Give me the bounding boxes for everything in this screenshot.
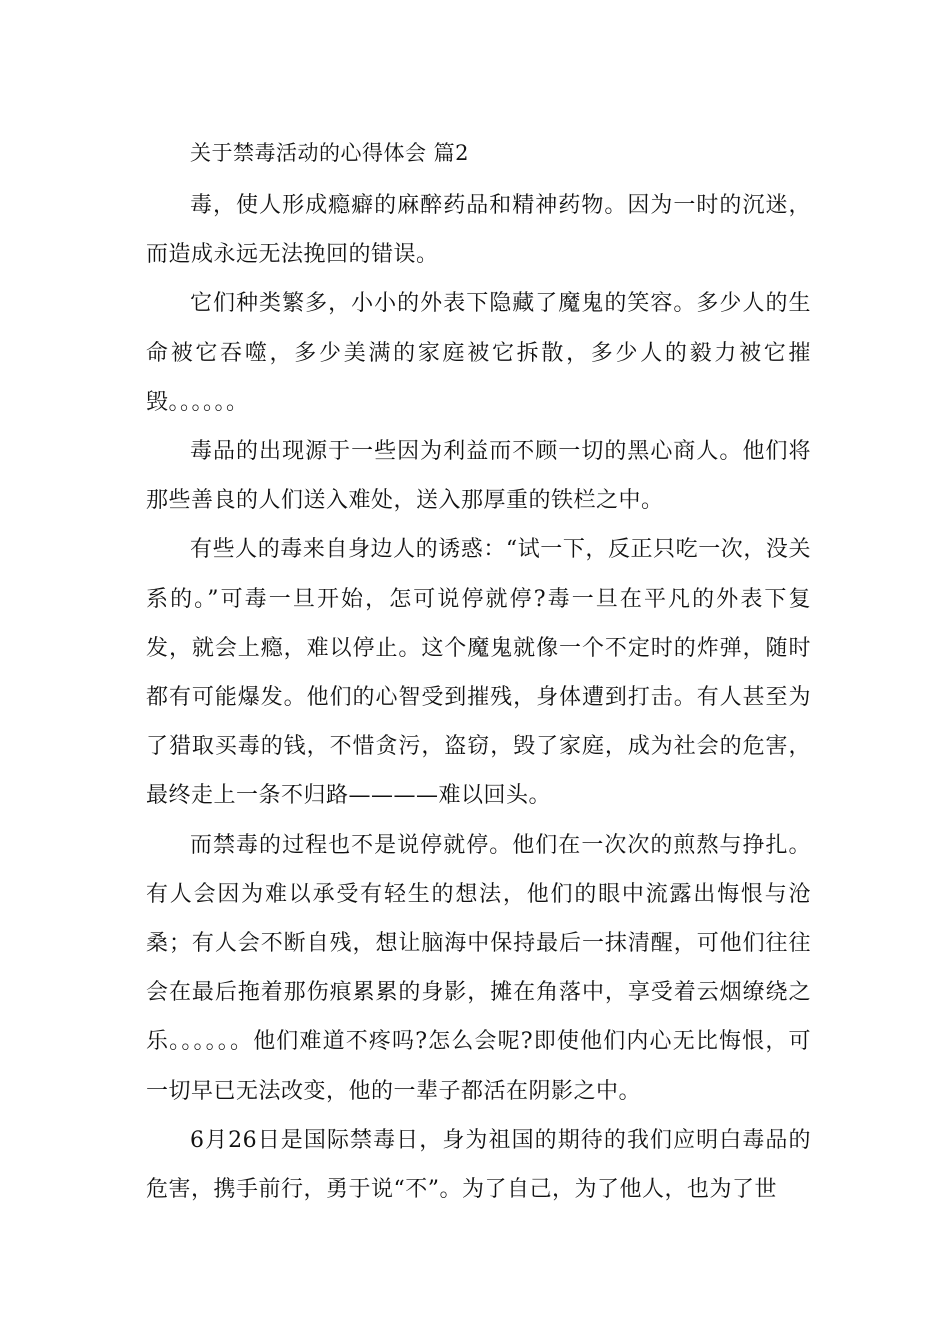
- paragraph-3: 毒品的出现源于一些因为利益而不顾一切的黑心商人。他们将那些善良的人们送入难处，送入那厚重的铁栏之中。: [146, 439, 811, 514]
- paragraph-4: 有些人的毒来自身边人的诱惑：“试一下，反正只吃一次，没关系的。”可毒一旦开始，怎可说停就停?毒一旦在平凡的外表下复发，就会上瘾，难以停止。这个魔鬼就像一个不定时的炸弹，随时都有可能爆发。他们的心智受到摧残，身体遭到打击。有人甚至为了猎取买毒的钱，不惜贪污，盗窃，毁了家庭，成为社会的危害，最终走上一条不归路————难以回头。: [146, 537, 811, 809]
- paragraph-6: 6月26日是国际禁毒日，身为祖国的期待的我们应明白毒品的危害，携手前行，勇于说“不”。为了自己，为了他人，也为了世: [146, 1127, 811, 1203]
- paragraph-5: 而禁毒的过程也不是说停就停。他们在一次次的煎熬与挣扎。有人会因为难以承受有轻生的想法，他们的眼中流露出悔恨与沧桑；有人会不断自残，想让脑海中保持最后一抹清醒，可他们往往会在最后拖着那伤痕累累的身影，摊在角落中，享受着云烟缭绕之乐。。。。。。他们难道不疼吗?怎么会呢?即使他们内心无比悔恨，可一切早已无法改变，他的一辈子都活在阴影之中。: [146, 832, 811, 1104]
- paragraph-1: 毒，使人形成瘾癖的麻醉药品和精神药物。因为一时的沉迷，而造成永远无法挽回的错误。: [146, 193, 811, 268]
- document-title: 关于禁毒活动的心得体会 篇2: [190, 141, 470, 165]
- paragraph-2: 它们种类繁多，小小的外表下隐藏了魔鬼的笑容。多少人的生命被它吞噬，多少美满的家庭被它拆散，多少人的毅力被它摧毁。。。。。。: [146, 291, 811, 415]
- document-body: [146, 181, 811, 1214]
